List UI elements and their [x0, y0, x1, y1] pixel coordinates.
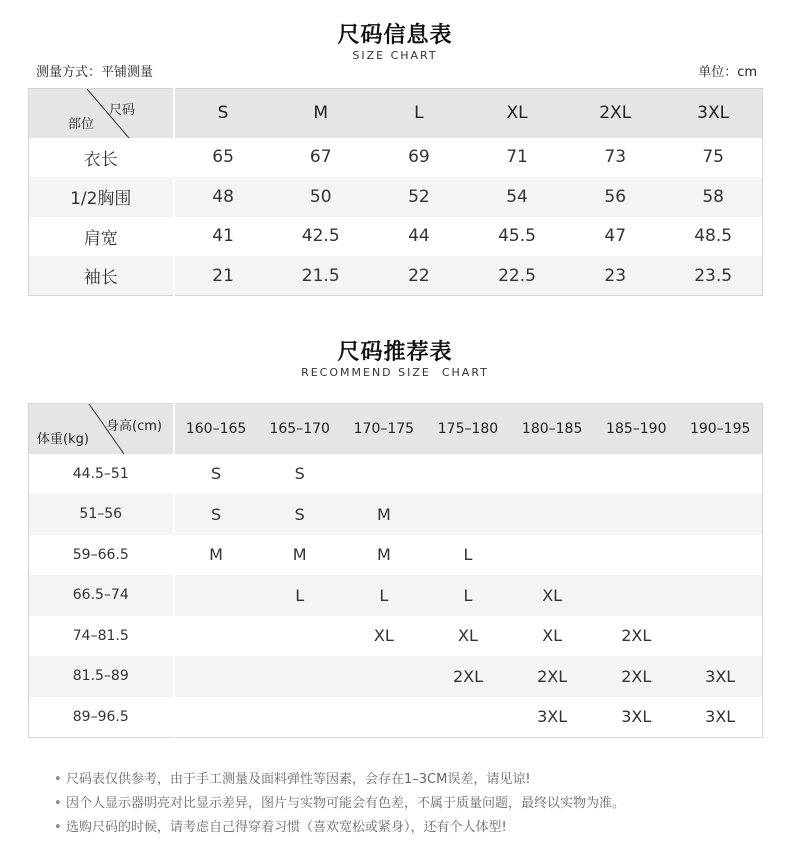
table-cell [510, 494, 594, 535]
table-cell: L [379, 585, 389, 605]
table-cell: XL [542, 585, 563, 605]
size-col-header: L [414, 103, 424, 124]
table-cell: 23 [604, 265, 627, 286]
table-cell: 2XL [537, 666, 568, 686]
table-cell: 42.5 [301, 226, 340, 247]
size-header-row [29, 89, 763, 138]
table-cell: 73 [604, 147, 627, 168]
notes-list [54, 768, 625, 840]
table-cell [342, 656, 426, 697]
table-row [29, 494, 763, 535]
table-cell: 2XL [621, 626, 652, 646]
table-cell: 52 [408, 186, 430, 207]
recommend-corner-cell [29, 404, 174, 454]
table-cell [426, 454, 510, 495]
table-row [29, 697, 763, 738]
table-cell: 2XL [621, 666, 652, 686]
row-label: 肩宽 [29, 217, 174, 257]
table-cell: 75 [702, 147, 724, 168]
table-cell [510, 454, 594, 495]
table-cell: 44 [408, 226, 430, 247]
table-cell [258, 656, 342, 697]
table-cell [678, 454, 762, 495]
table-row [29, 256, 763, 296]
table-cell: 3XL [537, 707, 568, 726]
table-cell: 3XL [621, 707, 652, 726]
table-row [29, 535, 763, 576]
table-cell: XL [542, 626, 563, 646]
height-header-row [29, 404, 763, 454]
table-cell [510, 535, 594, 576]
height-col-header: 165–170 [269, 420, 330, 437]
table-cell: S [294, 464, 305, 484]
table-cell: 21.5 [301, 265, 340, 286]
size-chart-title: 尺码信息表 [337, 23, 453, 48]
table-cell [258, 616, 342, 657]
height-col-header: 180–185 [521, 420, 583, 437]
row-label: 89–96.5 [29, 697, 174, 738]
measure-method: 测量方式：平铺测量 [36, 65, 154, 80]
corner-bottom-label: 部位 [68, 117, 95, 132]
table-cell: M [376, 504, 391, 524]
height-col-header: 160–165 [185, 420, 247, 437]
size-col-header: M [313, 103, 329, 124]
size-col-header: 2XL [599, 103, 632, 124]
table-cell [342, 454, 426, 495]
row-label: 74–81.5 [29, 616, 174, 657]
unit-label: 单位：cm [698, 65, 757, 80]
table-cell: XL [373, 626, 394, 646]
row-label: 66.5–74 [29, 575, 174, 616]
table-cell [678, 535, 762, 576]
size-corner-cell [29, 89, 174, 138]
table-cell: S [294, 504, 305, 524]
table-cell: L [463, 585, 473, 605]
table-cell: 22 [408, 265, 430, 286]
recommend-chart-subtitle: RECOMMEND SIZE CHART [301, 366, 489, 379]
table-cell [594, 494, 678, 535]
size-chart-subtitle: SIZE CHART [352, 49, 438, 62]
row-label: 59–66.5 [29, 535, 174, 576]
table-cell: 45.5 [498, 226, 536, 247]
size-chart-table [28, 88, 763, 296]
table-cell: 48 [212, 186, 234, 207]
table-row [29, 656, 763, 697]
table-cell: XL [458, 626, 478, 646]
table-row [29, 217, 763, 257]
table-cell: 2XL [452, 666, 484, 686]
size-col-header: 3XL [697, 103, 730, 124]
table-cell [594, 575, 678, 616]
table-cell: 56 [604, 186, 627, 207]
height-col-header: 175–180 [437, 420, 499, 437]
table-cell: M [376, 545, 391, 565]
table-cell: 67 [309, 147, 332, 168]
recommend-chart-table [28, 403, 763, 738]
table-cell: 47 [604, 226, 627, 247]
table-cell: 69 [408, 147, 430, 168]
table-cell [594, 535, 678, 576]
table-row [29, 454, 763, 495]
table-row [29, 616, 763, 657]
row-label: 51–56 [29, 494, 174, 535]
note-item: • 尺码表仅供参考，由于手工测量及面料弹性等因素，会存在1–3CM误差，请见谅! [54, 768, 625, 792]
table-cell: 23.5 [694, 265, 733, 286]
table-cell [426, 494, 510, 535]
row-label: 1/2胸围 [29, 177, 174, 217]
corner-diagonal [29, 89, 174, 138]
table-cell: 50 [309, 186, 332, 207]
table-row [29, 575, 763, 616]
size-col-header: S [217, 103, 229, 124]
row-label: 衣长 [29, 138, 174, 178]
table-row [29, 138, 763, 178]
corner-top-label: 尺码 [109, 103, 136, 118]
table-cell [258, 697, 342, 738]
table-cell: 22.5 [498, 265, 536, 286]
note-item: • 选购尺码的时候，请考虑自己得穿着习惯（喜欢宽松或紧身），还有个人体型! [54, 816, 625, 840]
height-col-header: 170–175 [353, 420, 415, 437]
table-cell [174, 616, 258, 657]
table-cell [174, 656, 258, 697]
size-col-header: XL [506, 103, 528, 124]
table-cell: 3XL [705, 666, 736, 686]
table-cell: L [463, 545, 473, 565]
table-cell [594, 454, 678, 495]
table-cell: 48.5 [694, 226, 733, 247]
recommend-chart-title: 尺码推荐表 [337, 340, 453, 365]
table-cell: 41 [212, 226, 234, 247]
row-label: 44.5–51 [29, 454, 174, 495]
height-col-header: 190–195 [689, 420, 751, 437]
table-cell: 65 [212, 147, 234, 168]
table-cell: L [295, 585, 305, 605]
height-col-header: 185–190 [606, 420, 667, 437]
table-cell [678, 616, 762, 657]
table-cell [678, 575, 762, 616]
corner-top-label: 身高(cm) [106, 419, 162, 434]
table-cell: 58 [702, 186, 724, 207]
table-cell [174, 697, 258, 738]
table-cell [342, 697, 426, 738]
table-cell: 21 [212, 265, 234, 286]
table-cell: 71 [506, 147, 528, 168]
note-item: • 因个人显示器明亮对比显示差异，图片与实物可能会有色差，不属于质量问题，最终以实物为准。 [54, 792, 625, 816]
table-cell: S [210, 504, 222, 524]
table-cell [678, 494, 762, 535]
table-row [29, 177, 763, 217]
table-cell: 3XL [705, 707, 736, 726]
table-cell: S [210, 464, 222, 484]
table-cell [174, 575, 258, 616]
table-cell: M [209, 545, 223, 565]
table-cell: M [292, 545, 307, 565]
table-cell: 54 [506, 186, 528, 207]
corner-bottom-label: 体重(kg) [37, 432, 89, 447]
row-label: 81.5–89 [29, 656, 174, 697]
row-label: 袖长 [29, 256, 174, 296]
table-cell [426, 697, 510, 738]
